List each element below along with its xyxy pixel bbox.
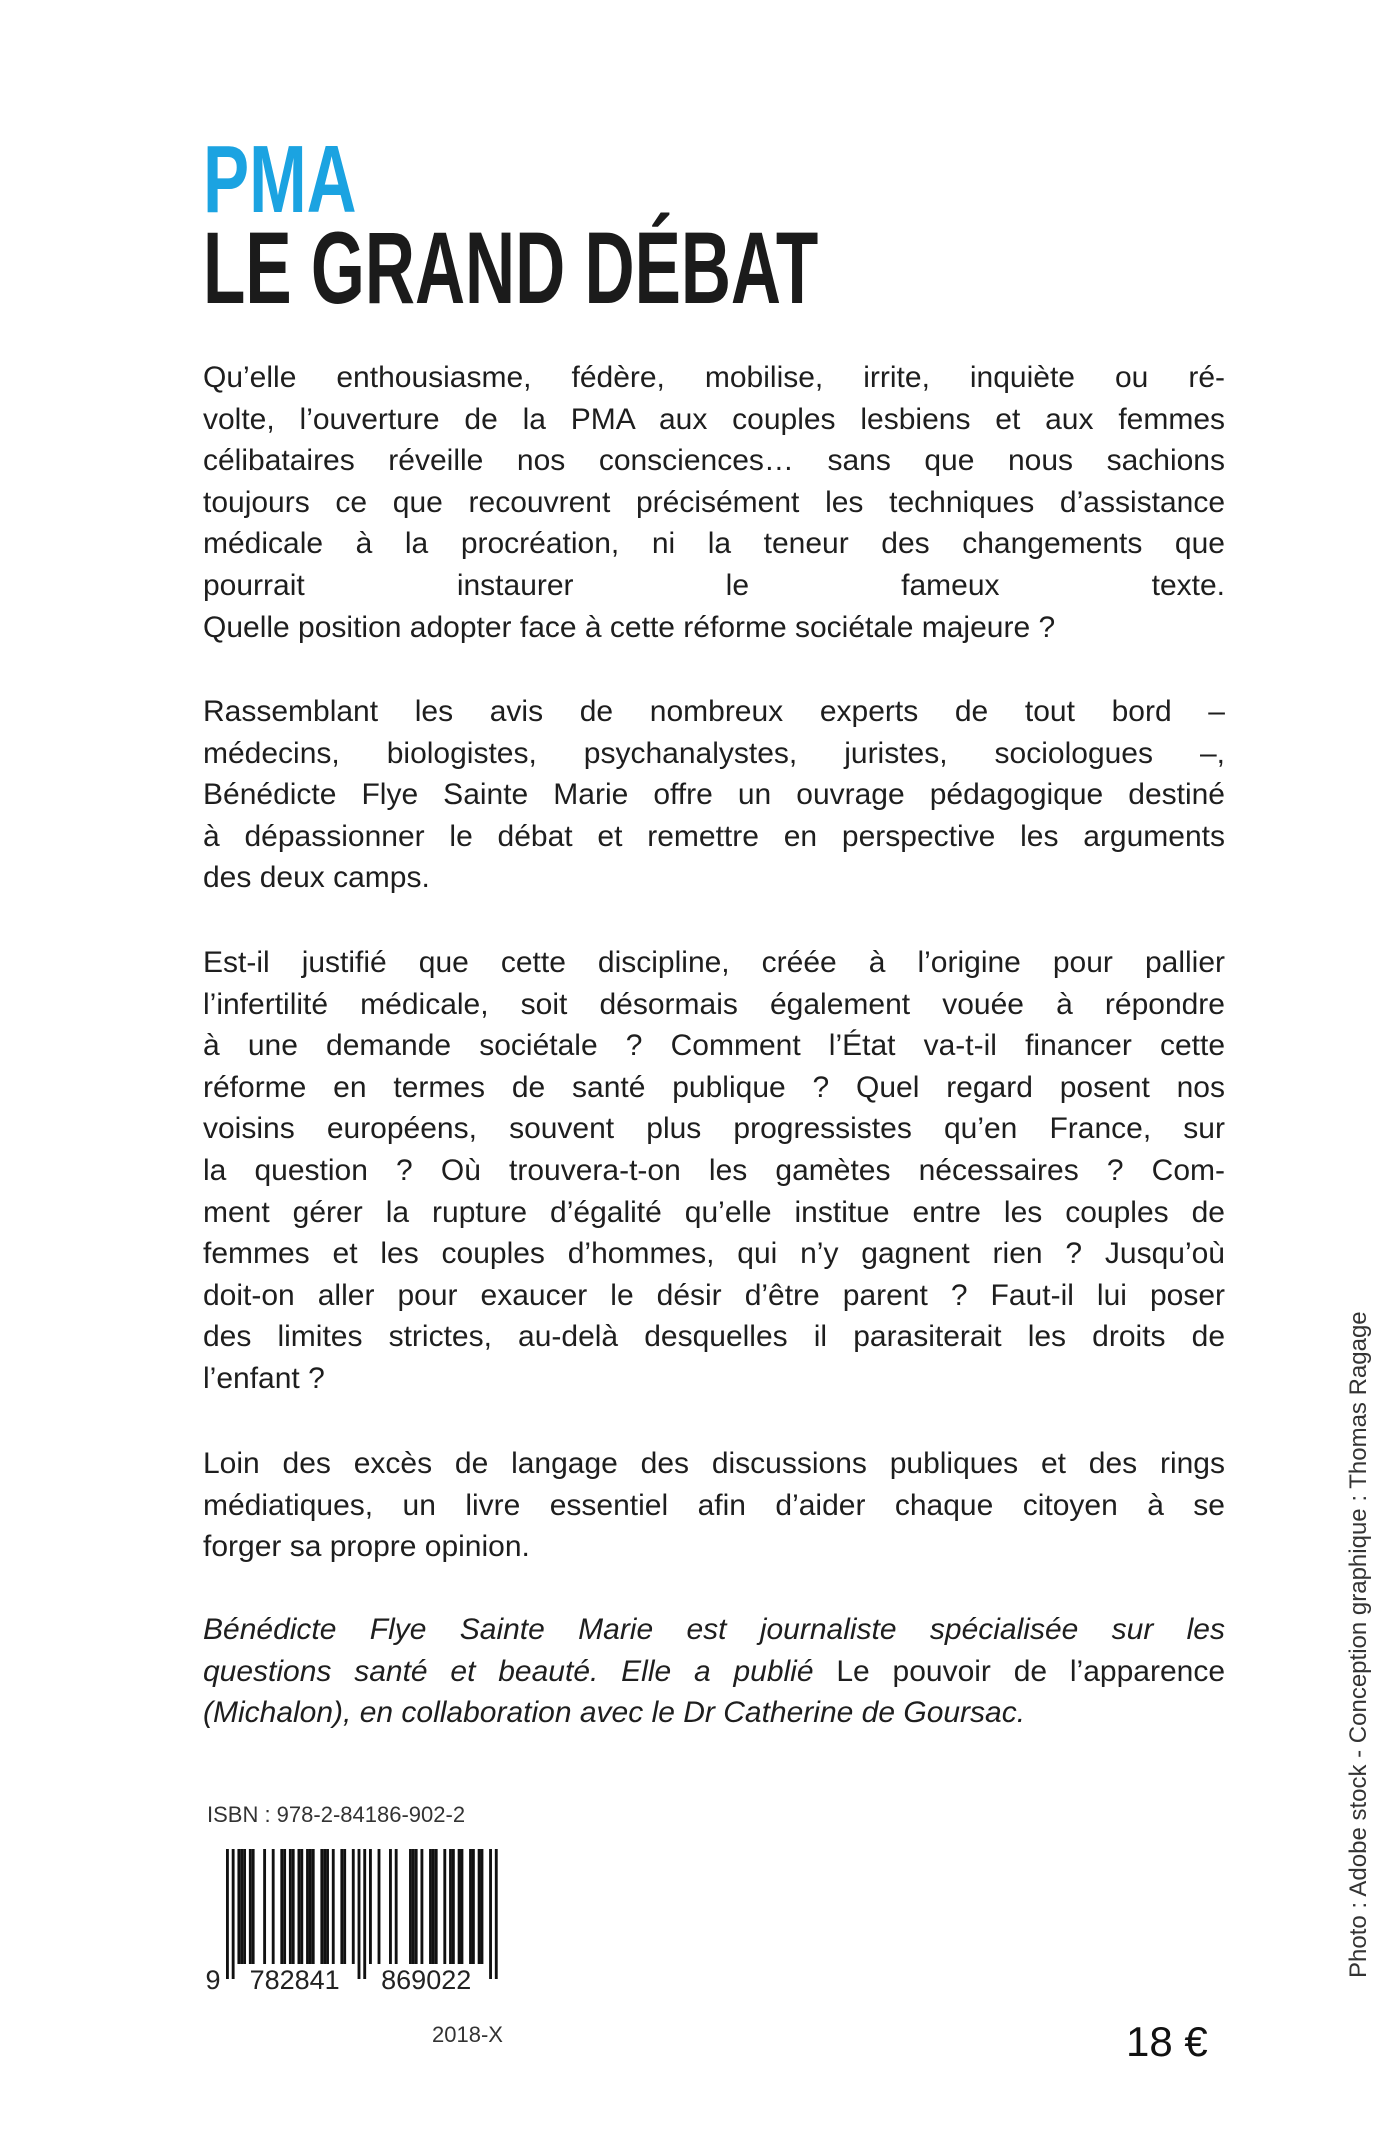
paragraph-experts <box>203 691 1225 899</box>
text-segment: à dépassionner le débat et remettre en perspective les arguments <box>203 819 1225 853</box>
text-line <box>203 1651 1225 1693</box>
barcode-bar <box>252 1849 255 1964</box>
text-line <box>203 1485 1225 1527</box>
text-segment: réforme en termes de santé publique ? Quel regard posent nos <box>203 1070 1225 1104</box>
barcode-bar <box>378 1849 381 1964</box>
text-segment: ment gérer la rupture d’égalité qu’elle institue entre les couples de <box>203 1195 1225 1229</box>
barcode-bar <box>240 1849 243 1964</box>
text-line <box>203 1067 1225 1109</box>
text-line <box>203 357 1225 399</box>
barcode-bar <box>461 1849 464 1964</box>
text-segment: médiatiques, un livre essentiel afin d’aider chaque citoyen à se <box>203 1488 1225 1522</box>
text-line <box>203 1025 1225 1067</box>
title-pma: PMA <box>203 126 357 233</box>
barcode-bar <box>358 1849 361 1979</box>
barcode-bar <box>415 1849 418 1964</box>
barcode-bar <box>323 1849 326 1964</box>
text-line <box>203 523 1225 565</box>
barcode-bar <box>263 1849 266 1964</box>
text-segment: Bénédicte Flye Sainte Marie est journaliste spécialisée sur les <box>203 1613 1225 1646</box>
barcode-bar <box>272 1849 275 1964</box>
photo-design-credit: Photo : Adobe stock - Conception graphique : Thomas Ragage <box>1345 1311 1372 1978</box>
text-segment: médecins, biologistes, psychanalystes, juristes, sociologues –, <box>203 736 1225 770</box>
text-line <box>203 1192 1225 1234</box>
barcode-bar <box>412 1849 415 1964</box>
book-title: Le pouvoir de l’apparence <box>836 1654 1226 1688</box>
barcode-bar <box>429 1849 432 1964</box>
text-line <box>203 857 1225 899</box>
text-line <box>203 1443 1225 1485</box>
text-segment: (Michalon), en collaboration avec le Dr Catherine de Goursac. <box>203 1696 1026 1730</box>
text-segment: à une demande sociétale ? Comment l’État va-t-il financer cette <box>203 1029 1225 1063</box>
text-segment: Quelle position adopter face à cette réforme sociétale majeure ? <box>203 610 1056 644</box>
ean13-barcode <box>203 1846 523 1996</box>
barcode-bar <box>312 1849 315 1964</box>
barcode-bar <box>343 1849 346 1964</box>
text-line <box>203 774 1225 816</box>
text-segment: Loin des excès de langage des discussions publiques et des rings <box>203 1447 1225 1480</box>
text-segment: pourrait instaurer le fameux texte. <box>203 568 1225 602</box>
barcode-bar <box>280 1849 283 1964</box>
barcode-bar <box>395 1849 398 1964</box>
barcode-bar <box>237 1849 240 1964</box>
barcode-bar <box>332 1849 335 1964</box>
barcode-bar <box>443 1849 446 1964</box>
barcode-bar <box>306 1849 309 1964</box>
text-line <box>203 1316 1225 1358</box>
barcode-bar <box>340 1849 343 1964</box>
text-segment: doit-on aller pour exaucer le désir d’être parent ? Faut-il lui poser <box>203 1278 1225 1312</box>
barcode-bar <box>409 1849 412 1964</box>
text-line <box>203 1358 1225 1400</box>
isbn-label: ISBN : 978-2-84186-902-2 <box>207 1802 466 1827</box>
text-line <box>203 440 1225 482</box>
barcode-bar <box>432 1849 435 1964</box>
text-line <box>203 816 1225 858</box>
barcode-bar <box>352 1849 355 1964</box>
barcode-bar <box>452 1849 455 1964</box>
barcode-bar <box>489 1849 492 1979</box>
barcode-bar <box>226 1849 229 1979</box>
text-segment: célibataires réveille nos consciences… sans que nous sachions <box>203 444 1225 478</box>
text-segment: des deux camps. <box>203 861 430 895</box>
text-line <box>203 1150 1225 1192</box>
text-line <box>203 607 1225 649</box>
barcode-digits: 782841 <box>249 1965 340 1995</box>
title-le-grand-debat: LE GRAND DÉBAT <box>203 211 819 325</box>
text-segment: Qu’elle enthousiasme, fédère, mobilise, irrite, inquiète ou ré- <box>203 361 1225 394</box>
barcode-bar <box>478 1849 481 1964</box>
barcode-bar <box>449 1849 452 1964</box>
text-line <box>203 1526 1225 1568</box>
barcode-bar <box>320 1849 323 1964</box>
barcode-bar <box>326 1849 329 1964</box>
text-segment: volte, l’ouverture de la PMA aux couples lesbiens et aux femmes <box>203 402 1225 436</box>
text-segment: femmes et les couples d’hommes, qui n’y gagnent rien ? Jusqu’où <box>203 1237 1225 1271</box>
barcode-bar <box>472 1849 475 1964</box>
barcode-bar <box>389 1849 392 1964</box>
text-line <box>203 482 1225 524</box>
barcode-bar <box>369 1849 372 1964</box>
barcode-bar <box>249 1849 252 1964</box>
text-line <box>203 942 1225 984</box>
text-segment: Bénédicte Flye Sainte Marie offre un ouvrage pédagogique destiné <box>203 778 1225 812</box>
text-segment: toujours ce que recouvrent précisément les techniques d’assistance <box>203 485 1225 519</box>
barcode-bar <box>289 1849 292 1964</box>
barcode-bar <box>458 1849 461 1964</box>
paragraph-questions <box>203 942 1225 1400</box>
barcode-bar <box>300 1849 303 1964</box>
text-segment: l’enfant ? <box>203 1361 325 1395</box>
barcode-digits: 9 <box>205 1965 221 1995</box>
text-line <box>203 1108 1225 1150</box>
text-segment: médicale à la procréation, ni la teneur des changements que <box>203 527 1225 561</box>
paragraph-conclusion <box>203 1443 1225 1568</box>
text-segment: voisins européens, souvent plus progressistes qu’en France, sur <box>203 1112 1225 1146</box>
text-line <box>203 733 1225 775</box>
barcode-bar <box>283 1849 286 1964</box>
barcode-bar <box>292 1849 295 1964</box>
text-line <box>203 1609 1225 1651</box>
text-segment: forger sa propre opinion. <box>203 1530 530 1564</box>
barcode-bar <box>363 1849 366 1979</box>
edition-code: 2018-X <box>432 2022 503 2047</box>
text-line <box>203 691 1225 733</box>
text-segment: questions santé et beauté. Elle a publié <box>203 1654 837 1688</box>
barcode-bar <box>469 1849 472 1964</box>
barcode-bar <box>298 1849 301 1964</box>
text-segment: Est-il justifié que cette discipline, créée à l’origine pour pallier <box>203 946 1225 979</box>
barcode-bar <box>481 1849 484 1964</box>
text-line <box>203 1233 1225 1275</box>
barcode-digits: 869022 <box>381 1965 472 1995</box>
barcode-bar <box>243 1849 246 1964</box>
text-segment: des limites strictes, au-delà desquelles il parasiterait les droits de <box>203 1320 1225 1354</box>
text-line <box>203 984 1225 1026</box>
barcode-bar <box>420 1849 423 1964</box>
text-line <box>203 565 1225 607</box>
barcode-bar <box>309 1849 312 1964</box>
text-segment: Rassemblant les avis de nombreux experts de tout bord – <box>203 695 1225 728</box>
text-segment: la question ? Où trouvera-t-on les gamètes nécessaires ? Com- <box>203 1153 1225 1187</box>
paragraph-author-bio <box>203 1609 1225 1734</box>
text-segment: l’infertilité médicale, soit désormais également vouée à répondre <box>203 987 1225 1021</box>
barcode-bar <box>232 1849 235 1979</box>
text-line <box>203 1275 1225 1317</box>
text-line <box>203 1692 1225 1734</box>
price: 18 € <box>1126 2018 1208 2065</box>
barcode-bar <box>435 1849 438 1964</box>
text-line <box>203 399 1225 441</box>
paragraph-intro <box>203 357 1225 648</box>
barcode-bar <box>495 1849 498 1979</box>
